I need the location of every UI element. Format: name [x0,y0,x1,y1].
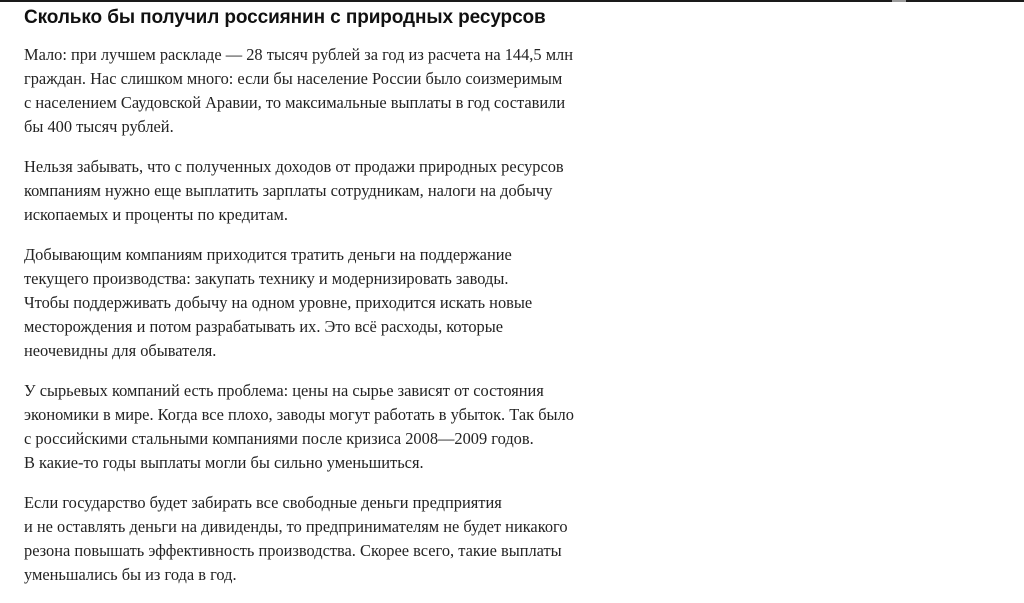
paragraph [24,379,644,475]
paragraph-line: месторождения и потом разрабатывать их. Это всё расходы, которые [24,317,503,336]
paragraph-line: Нельзя забывать, что с полученных доходов от продажи природных ресурсов [24,157,564,176]
paragraph-line: резона повышать эффективность производства. Скорее всего, такие выплаты [24,541,562,560]
paragraph-line: уменьшались бы из года в год. [24,565,237,584]
paragraph-line: компаниям нужно еще выплатить зарплаты сотрудникам, налоги на добычу [24,181,553,200]
paragraph-line: Если государство будет забирать все свободные деньги предприятия [24,493,502,512]
paragraph-line: бы 400 тысяч рублей. [24,117,174,136]
paragraph-line: экономики в мире. Когда все плохо, заводы могут работать в убыток. Так было [24,405,574,424]
paragraph-line: граждан. Нас слишком много: если бы население России было соизмеримым [24,69,563,88]
paragraph [24,155,644,227]
paragraph [24,43,644,139]
paragraph-line: У сырьевых компаний есть проблема: цены на сырье зависят от состояния [24,381,544,400]
paragraph-line: Мало: при лучшем раскладе — 28 тысяч рублей за год из расчета на 144,5 млн [24,45,574,64]
paragraph [24,491,644,587]
paragraph-line: В какие-то годы выплаты могли бы сильно уменьшиться. [24,453,424,472]
paragraph-line: Добывающим компаниям приходится тратить деньги на поддержание [24,245,512,264]
paragraph-line: Чтобы поддерживать добычу на одном уровне, приходится искать новые [24,293,533,312]
top-divider [0,0,1024,2]
paragraph [24,243,644,363]
top-bar-mark [892,0,906,2]
article-body [24,6,644,603]
paragraph-line: и не оставлять деньги на дивиденды, то предпринимателям не будет никакого [24,517,568,536]
paragraph-line: неочевидны для обывателя. [24,341,217,360]
paragraph-line: с населением Саудовской Аравии, то максимальные выплаты в год составили [24,93,566,112]
paragraph-line: текущего производства: закупать технику и модернизировать заводы. [24,269,509,288]
paragraph-line: ископаемых и проценты по кредитам. [24,205,288,224]
paragraph-line: с российскими стальными компаниями после кризиса 2008—2009 годов. [24,429,534,448]
section-heading: Сколько бы получил россиянин с природных ресурсов [24,7,546,28]
